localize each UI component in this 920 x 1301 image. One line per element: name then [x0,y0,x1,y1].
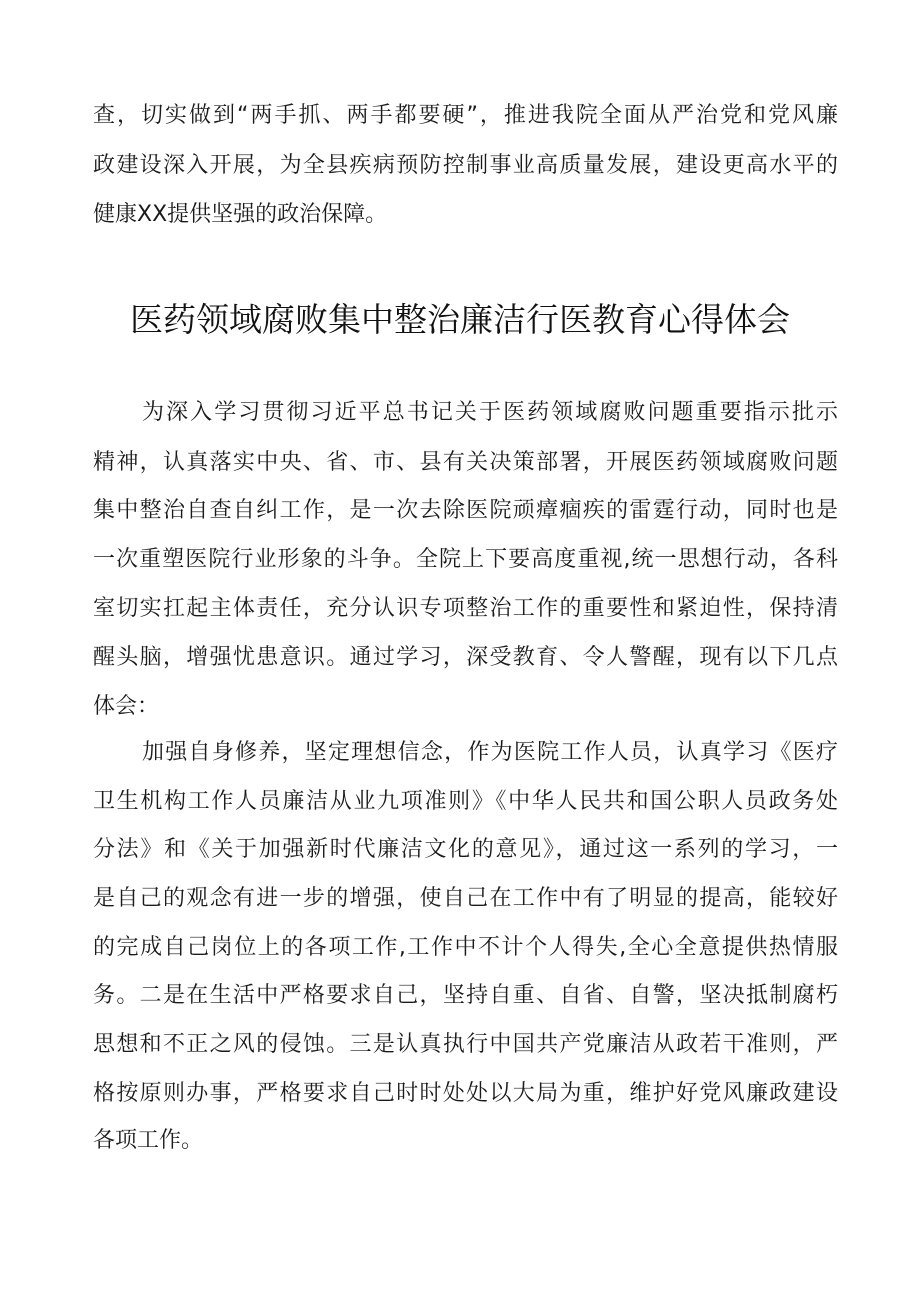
paragraph-line: 加强自身修养，坚定理想信念，作为医院工作人员，认真学习《医疗 [142,740,838,765]
paragraph-line: 是自己的观念有进一步的增强，使自己在工作中有了明显的提高，能较好 [93,886,838,911]
paragraph-line: 体会： [93,694,160,719]
paragraph-line: 集中整治自查自纠工作，是一次去除医院顽瘴痼疾的雷霆行动，同时也是 [93,498,838,523]
paragraph-line: 精神，认真落实中央、省、市、县有关决策部署，开展医药领域腐败问题 [93,450,838,475]
paragraph-line: 健康XX提供坚强的政治保障。 [93,202,388,227]
paragraph-line: 政建设深入开展，为全县疾病预防控制事业高质量发展，建设更高水平的 [93,153,838,178]
paragraph-line: 的完成自己岗位上的各项工作,工作中不计个人得失,全心全意提供热情服 [93,935,838,960]
paragraph-line: 思想和不正之风的侵蚀。三是认真执行中国共产党廉洁从政若干准则，严 [93,1032,838,1057]
paragraph-line: 室切实扛起主体责任，充分认识专项整治工作的重要性和紧迫性，保持清 [93,596,838,621]
paragraph-line: 务。二是在生活中严格要求自己，坚持自重、自省、自警，坚决抵制腐朽 [93,983,838,1008]
paragraph-line: 一次重塑医院行业形象的斗争。全院上下要高度重视,统一思想行动，各科 [93,547,838,572]
paragraph-line: 卫生机构工作人员廉洁从业九项准则》《中华人民共和国公职人员政务处 [93,789,838,814]
paragraph-line: 各项工作。 [93,1128,204,1153]
article-title: 医药领域腐败集中整治廉洁行医教育心得体会 [130,300,790,339]
paragraph-line: 格按原则办事，严格要求自己时时处处以大局为重，维护好党风廉政建设 [93,1081,838,1106]
paragraph-line: 分法》和《关于加强新时代廉洁文化的意见》，通过这一系列的学习，一 [93,837,838,862]
paragraph-line: 查，切实做到“两手抓、两手都要硬”，推进我院全面从严治党和党风廉 [93,103,838,128]
paragraph-line: 醒头脑，增强忧患意识。通过学习，深受教育、令人警醒，现有以下几点 [93,645,838,670]
paragraph-line: 为深入学习贯彻习近平总书记关于医药领域腐败问题重要指示批示 [142,400,838,425]
